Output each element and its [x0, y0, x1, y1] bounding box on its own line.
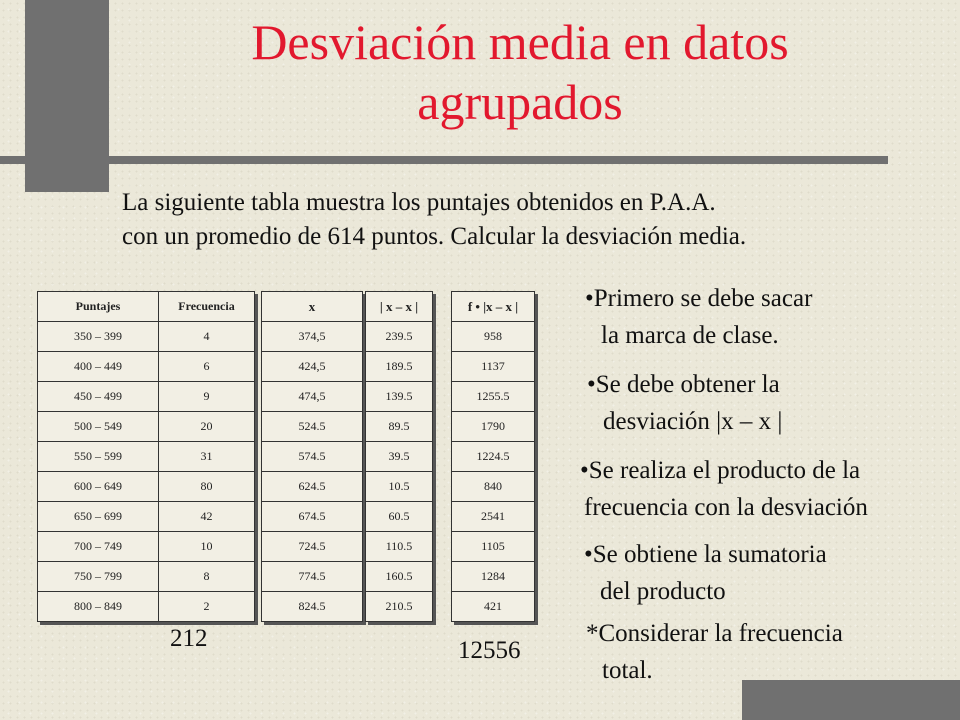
table-row [452, 352, 535, 382]
table-row [366, 352, 433, 382]
table-cell: 1224.5 [452, 442, 535, 472]
table-row [262, 382, 363, 412]
table-cell: 750 – 799 [38, 562, 159, 592]
table-cell: 800 – 849 [38, 592, 159, 622]
header-product: f • |x – x | [452, 292, 535, 322]
note-line: la marca de clase. [601, 322, 779, 349]
table-row [262, 562, 363, 592]
table-cell: 958 [452, 322, 535, 352]
table-row [366, 322, 433, 352]
product-table [451, 291, 535, 622]
table-cell: 210.5 [366, 592, 433, 622]
header-puntajes: Puntajes [38, 292, 159, 322]
table-row [38, 352, 255, 382]
table-row [452, 472, 535, 502]
table-row [38, 502, 255, 532]
table-cell: 9 [159, 382, 255, 412]
table-cell: 724.5 [262, 532, 363, 562]
table-cell: 1284 [452, 562, 535, 592]
table-row [262, 502, 363, 532]
frequency-table [37, 291, 255, 622]
table-row [262, 322, 363, 352]
table-cell: 20 [159, 412, 255, 442]
table-cell: 400 – 449 [38, 352, 159, 382]
intro-line-1: La siguiente tabla muestra los puntajes obtenidos en P.A.A. [122, 189, 716, 216]
intro-line-2: con un promedio de 614 puntos. Calcular la desviación media. [122, 223, 747, 250]
table-row [38, 442, 255, 472]
table-cell: 10 [159, 532, 255, 562]
table-row [262, 352, 363, 382]
table-cell: 574.5 [262, 442, 363, 472]
table-header-row [38, 292, 255, 322]
note-consider [586, 615, 843, 689]
table-cell: 424,5 [262, 352, 363, 382]
product-total: 12556 [458, 637, 521, 664]
table-cell: 2 [159, 592, 255, 622]
table-cell: 110.5 [366, 532, 433, 562]
table-cell: 39.5 [366, 442, 433, 472]
table-row [366, 592, 433, 622]
table-cell: 1790 [452, 412, 535, 442]
table-cell: 774.5 [262, 562, 363, 592]
table-row [262, 472, 363, 502]
table-cell: 80 [159, 472, 255, 502]
header-deviation: | x – x | [366, 292, 433, 322]
note-line: frecuencia con la desviación [584, 494, 868, 521]
table-row [366, 442, 433, 472]
note-step-1 [585, 280, 812, 354]
table-header-row [262, 292, 363, 322]
table-cell: 840 [452, 472, 535, 502]
table-cell: 700 – 749 [38, 532, 159, 562]
deviation-table [365, 291, 433, 622]
table-cell: 1255.5 [452, 382, 535, 412]
table-cell: 624.5 [262, 472, 363, 502]
table-row [38, 322, 255, 352]
table-cell: 824.5 [262, 592, 363, 622]
table-cell: 10.5 [366, 472, 433, 502]
table-row [452, 412, 535, 442]
table-row [262, 532, 363, 562]
table-cell: 500 – 549 [38, 412, 159, 442]
frequency-total: 212 [170, 625, 208, 652]
table-row [366, 502, 433, 532]
intro-text [122, 186, 942, 254]
table-cell: 674.5 [262, 502, 363, 532]
table-cell: 42 [159, 502, 255, 532]
header-frecuencia: Frecuencia [159, 292, 255, 322]
table-cell: 1137 [452, 352, 535, 382]
table-row [366, 562, 433, 592]
table-cell: 8 [159, 562, 255, 592]
table-row [452, 322, 535, 352]
table-cell: 374,5 [262, 322, 363, 352]
table-cell: 450 – 499 [38, 382, 159, 412]
note-line: del producto [600, 578, 726, 605]
table-row [452, 592, 535, 622]
table-cell: 60.5 [366, 502, 433, 532]
table-row [366, 472, 433, 502]
table-row [38, 412, 255, 442]
table-row [452, 562, 535, 592]
table-cell: 4 [159, 322, 255, 352]
table-cell: 239.5 [366, 322, 433, 352]
table-row [38, 532, 255, 562]
note-line: •Se obtiene la sumatoria [584, 541, 827, 568]
table-row [452, 532, 535, 562]
note-line: •Se realiza el producto de la [580, 457, 861, 484]
table-header-row [452, 292, 535, 322]
table-row [38, 592, 255, 622]
decor-horizontal-bar [0, 156, 888, 164]
table-row [38, 382, 255, 412]
table-cell: 89.5 [366, 412, 433, 442]
table-header-row [366, 292, 433, 322]
table-cell: 421 [452, 592, 535, 622]
class-mark-table [261, 291, 363, 622]
table-cell: 189.5 [366, 352, 433, 382]
table-cell: 1105 [452, 532, 535, 562]
table-cell: 2541 [452, 502, 535, 532]
note-line: •Primero se debe sacar [585, 285, 813, 312]
table-row [38, 472, 255, 502]
table-row [262, 592, 363, 622]
note-line: total. [602, 657, 653, 684]
table-cell: 600 – 649 [38, 472, 159, 502]
table-cell: 139.5 [366, 382, 433, 412]
note-line: *Considerar la frecuencia [586, 620, 843, 647]
note-step-3 [580, 452, 868, 526]
table-cell: 31 [159, 442, 255, 472]
table-cell: 474,5 [262, 382, 363, 412]
table-row [452, 502, 535, 532]
table-row [366, 412, 433, 442]
table-row [262, 412, 363, 442]
slide-title: Desviación media en datos agrupados [251, 14, 789, 130]
table-cell: 550 – 599 [38, 442, 159, 472]
note-line: desviación |x – x | [603, 408, 783, 435]
table-cell: 650 – 699 [38, 502, 159, 532]
table-row [452, 382, 535, 412]
table-row [366, 532, 433, 562]
table-cell: 6 [159, 352, 255, 382]
table-row [452, 442, 535, 472]
table-cell: 524.5 [262, 412, 363, 442]
note-step-2 [587, 366, 782, 440]
table-cell: 350 – 399 [38, 322, 159, 352]
table-row [38, 562, 255, 592]
note-line: •Se debe obtener la [587, 371, 780, 398]
table-row [366, 382, 433, 412]
table-cell: 160.5 [366, 562, 433, 592]
note-step-4 [584, 536, 827, 610]
table-row [262, 442, 363, 472]
header-x: x [262, 292, 363, 322]
